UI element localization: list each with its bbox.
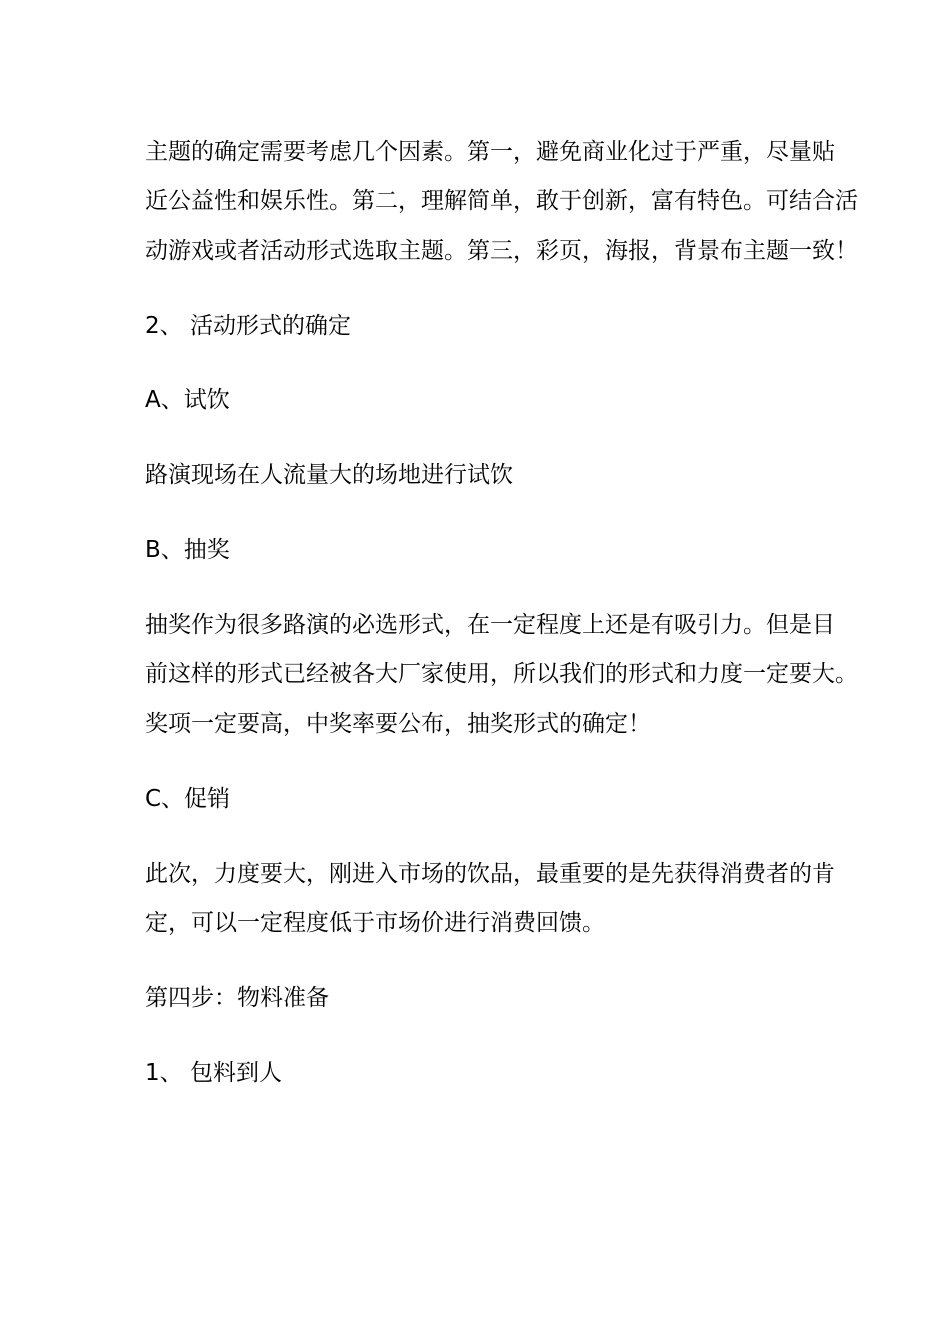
item-a-text: 路演现场在人流量大的场地进行试饮 xyxy=(145,462,513,488)
lottery-paragraph-line-2: 前这样的形式已经被各大厂家使用，所以我们的形式和力度一定要大。 xyxy=(145,661,858,687)
activity-form-heading: 2、 活动形式的确定 xyxy=(145,313,351,339)
item-1-title: 1、 包料到人 xyxy=(145,1060,282,1086)
promotion-paragraph-line-1: 此次，力度要大，刚进入市场的饮品，最重要的是先获得消费者的肯 xyxy=(145,861,835,887)
item-b-title: B、抽奖 xyxy=(145,537,230,563)
item-a-title: A、试饮 xyxy=(145,387,230,413)
theme-paragraph-line-2: 近公益性和娱乐性。第二，理解简单，敢于创新，富有特色。可结合活 xyxy=(145,188,858,214)
promotion-paragraph-line-2: 定，可以一定程度低于市场价进行消费回馈。 xyxy=(145,910,605,936)
item-c-title: C、促销 xyxy=(145,786,231,812)
lottery-paragraph-line-1: 抽奖作为很多路演的必选形式，在一定程度上还是有吸引力。但是目 xyxy=(145,612,835,638)
theme-paragraph-line-3: 动游戏或者活动形式选取主题。第三，彩页，海报，背景布主题一致！ xyxy=(145,238,858,264)
lottery-paragraph-line-3: 奖项一定要高，中奖率要公布，抽奖形式的确定！ xyxy=(145,711,651,737)
theme-paragraph-line-1: 主题的确定需要考虑几个因素。第一，避免商业化过于严重，尽量贴 xyxy=(145,139,835,165)
step-four-heading: 第四步：物料准备 xyxy=(145,985,329,1011)
